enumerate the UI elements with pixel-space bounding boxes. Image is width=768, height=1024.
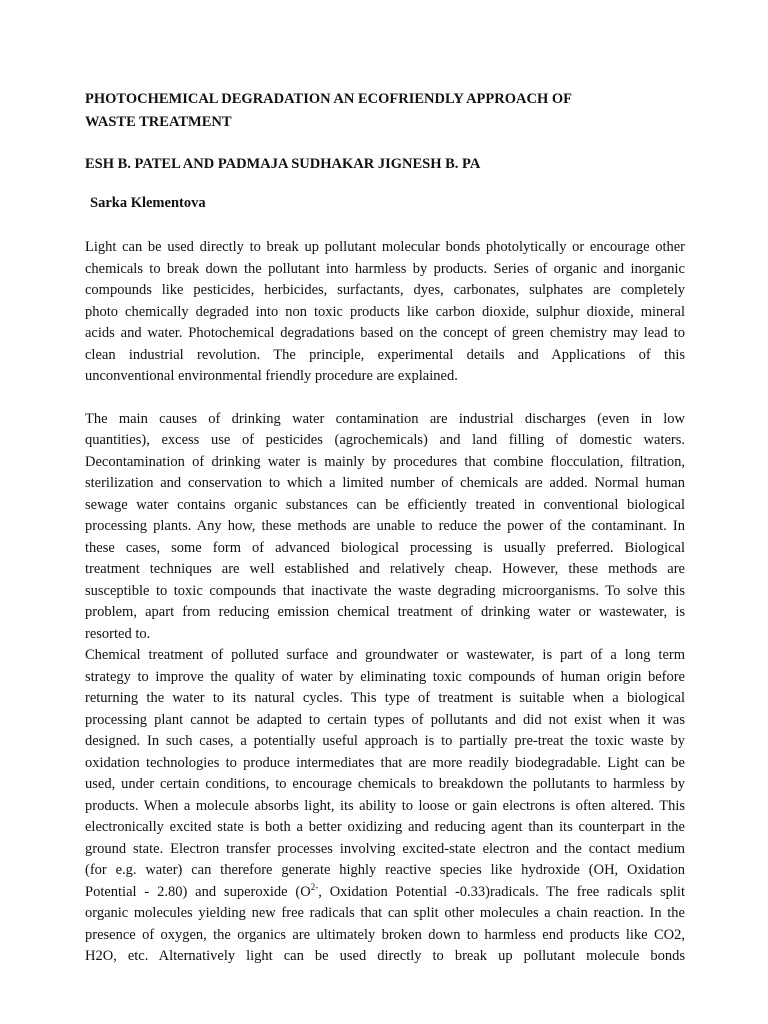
text-line: designed. In such cases, a potentially useful approach is to partially pre-treat the toxic waste by bbox=[85, 733, 685, 749]
text-line: ground state. Electron transfer processes involving excited-state electron and the contact medium bbox=[85, 840, 685, 857]
co-author-line: Sarka Klementova bbox=[90, 195, 206, 211]
text-line: quantities), excess use of pesticides (agrochemicals) and land filling of domestic waters. bbox=[85, 432, 685, 448]
text-line: organic molecules yielding new free radicals that can split other molecules a chain reaction. In the bbox=[85, 905, 685, 921]
text-line: these cases, some form of advanced biological processing is usually preferred. Biological bbox=[85, 539, 685, 556]
text-line: processing plants. Any how, these methods are unable to reduce the power of the contaminant. In bbox=[85, 518, 685, 534]
text-line: sterilization and conservation to which a limited number of chemicals are added. Normal human bbox=[85, 475, 685, 491]
text-line: sewage water contains organic substances can be efficiently treated in conventional biological bbox=[85, 496, 685, 513]
text-line: returning the water to its natural cycles. This type of treatment is suitable when a biological bbox=[85, 690, 685, 706]
superoxide-superscript: 2- bbox=[310, 881, 319, 892]
text-line: Decontamination of drinking water is mainly by procedures that combine flocculation, filtration, bbox=[85, 453, 685, 470]
text-line: treatment techniques are well established and relatively cheap. However, these methods are bbox=[85, 561, 685, 577]
superoxide-line bbox=[85, 882, 685, 904]
document-title bbox=[85, 88, 685, 134]
text-line: susceptible to toxic compounds that inactivate the waste degrading microorganisms. To solve this bbox=[85, 582, 685, 599]
text-line: used, under certain conditions, to encourage chemicals to breakdown the pollutants to harmless by bbox=[85, 776, 685, 792]
text-line: resorted to. bbox=[85, 625, 151, 642]
text-line: products. When a molecule absorbs light, its ability to loose or gain electrons is often altered. This bbox=[85, 797, 685, 814]
superoxide-tail: , Oxidation Potential -0.33)radicals. The free radicals split bbox=[318, 883, 685, 900]
text-line: chemicals to break down the pollutant into harmless by products. Series of organic and inorganic bbox=[85, 260, 685, 277]
superoxide-text: Potential - 2.80) and superoxide (O bbox=[85, 883, 311, 900]
author-line: ESH B. PATEL AND PADMAJA SUDHAKAR JIGNESH B. PA bbox=[85, 156, 481, 172]
text-line: processing plant cannot be adapted to certain types of pollutants and did not exist when it was bbox=[85, 711, 685, 728]
text-line: Light can be used directly to break up pollutant molecular bonds photolytically or encourage other bbox=[85, 239, 685, 255]
text-line: compounds like pesticides, herbicides, surfactants, dyes, carbonates, sulphates are completely bbox=[85, 282, 685, 298]
text-line: presence of oxygen, the organics are ultimately broken down to harmless end products like CO2, bbox=[85, 926, 685, 943]
text-line: problem, apart from reducing emission chemical treatment of drinking water or wastewater, is bbox=[85, 604, 685, 620]
document-page bbox=[85, 88, 685, 968]
text-line: Chemical treatment of polluted surface and groundwater or wastewater, is part of a long term bbox=[85, 647, 685, 663]
text-line: H2O, etc. Alternatively light can be used directly to break up pollutant molecule bonds bbox=[85, 948, 685, 964]
text-line: acids and water. Photochemical degradations based on the concept of green chemistry may lead to bbox=[85, 325, 685, 341]
text-line: (for e.g. water) can therefore generate highly reactive species like hydroxide (OH, Oxidation bbox=[85, 862, 685, 878]
text-line: unconventional environmental friendly procedure are explained. bbox=[85, 368, 458, 384]
paragraph-abstract bbox=[85, 237, 685, 388]
text-line: electronically excited state is both a better oxidizing and reducing agent than its counterpart in the bbox=[85, 819, 685, 835]
text-line: The main causes of drinking water contamination are industrial discharges (even in low bbox=[85, 410, 685, 427]
title-line-2: WASTE TREATMENT bbox=[85, 114, 232, 130]
paragraph-chemical-treatment bbox=[85, 645, 685, 968]
text-line: oxidation technologies to produce intermediates that are more readily biodegradable. Light can be bbox=[85, 754, 685, 771]
title-line-1: PHOTOCHEMICAL DEGRADATION AN ECOFRIENDLY APPROACH OF bbox=[85, 91, 573, 107]
paragraph-causes bbox=[85, 409, 685, 646]
text-line: strategy to improve the quality of water by eliminating toxic compounds of human origin before bbox=[85, 668, 685, 685]
text-line: clean industrial revolution. The principle, experimental details and Applications of this bbox=[85, 346, 685, 363]
text-line: photo chemically degraded into non toxic products like carbon dioxide, sulphur dioxide, mineral bbox=[85, 303, 685, 320]
